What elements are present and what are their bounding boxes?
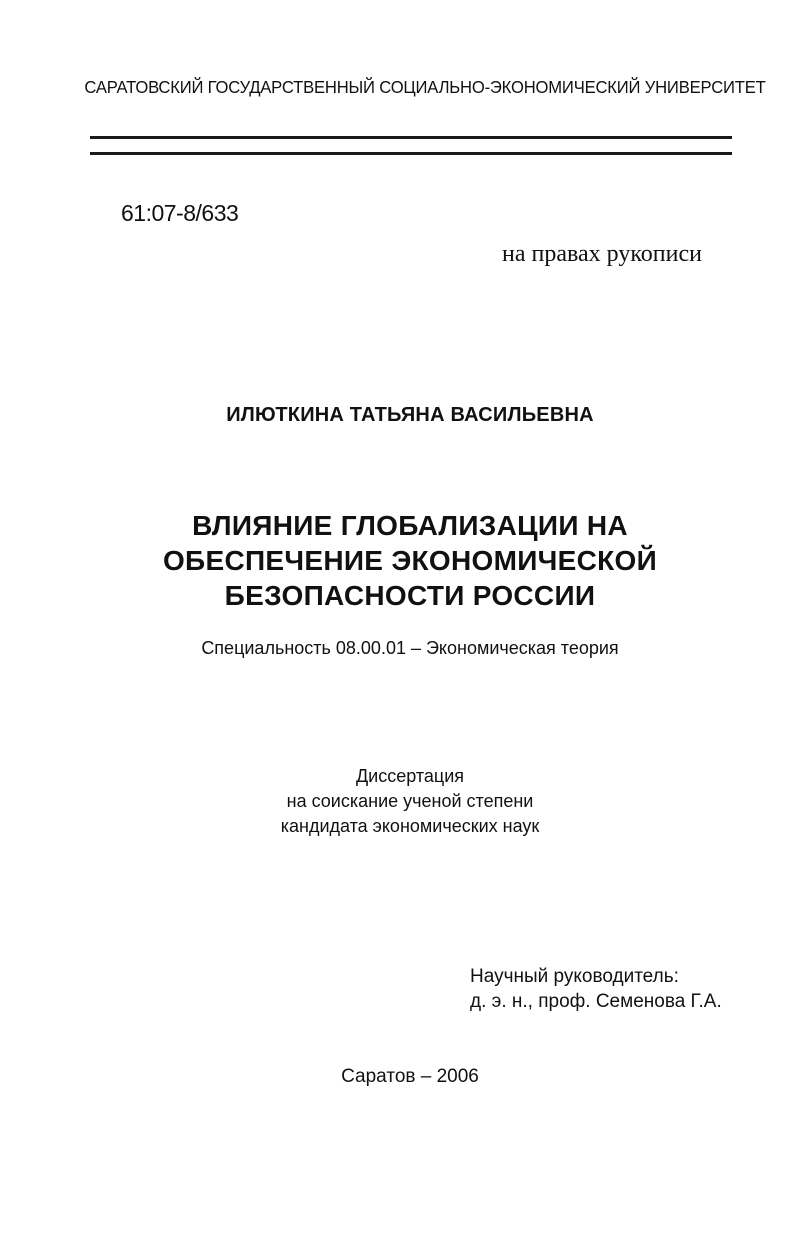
header-rule-bottom <box>90 152 732 155</box>
degree-line: кандидата экономических наук <box>280 816 540 836</box>
supervisor-label: Научный руководитель: <box>470 966 679 987</box>
title-line: ВЛИЯНИЕ ГЛОБАЛИЗАЦИИ НА <box>192 510 628 541</box>
title-line: БЕЗОПАСНОСТИ РОССИИ <box>224 580 596 611</box>
header-rule-top <box>90 136 732 139</box>
degree-statement <box>0 764 795 839</box>
record-code: 61:07-8/633 <box>121 200 239 226</box>
degree-line: на соискание ученой степени <box>286 791 534 811</box>
manuscript-note: на правах рукописи <box>502 241 702 267</box>
university-name: САРАТОВСКИЙ ГОСУДАРСТВЕННЫЙ СОЦИАЛЬНО-ЭКОНОМИЧЕСКИЙ УНИВЕРСИТЕТ <box>84 77 766 97</box>
title-line: ОБЕСПЕЧЕНИЕ ЭКОНОМИЧЕСКОЙ <box>162 545 658 576</box>
dissertation-title <box>100 508 720 613</box>
degree-line: Диссертация <box>355 766 465 786</box>
author-name: ИЛЮТКИНА ТАТЬЯНА ВАСИЛЬЕВНА <box>226 404 594 426</box>
supervisor-block <box>470 964 722 1014</box>
supervisor-name: д. э. н., проф. Семенова Г.А. <box>470 991 722 1012</box>
city-year: Саратов – 2006 <box>341 1066 479 1087</box>
specialty: Специальность 08.00.01 – Экономическая теория <box>201 638 619 658</box>
